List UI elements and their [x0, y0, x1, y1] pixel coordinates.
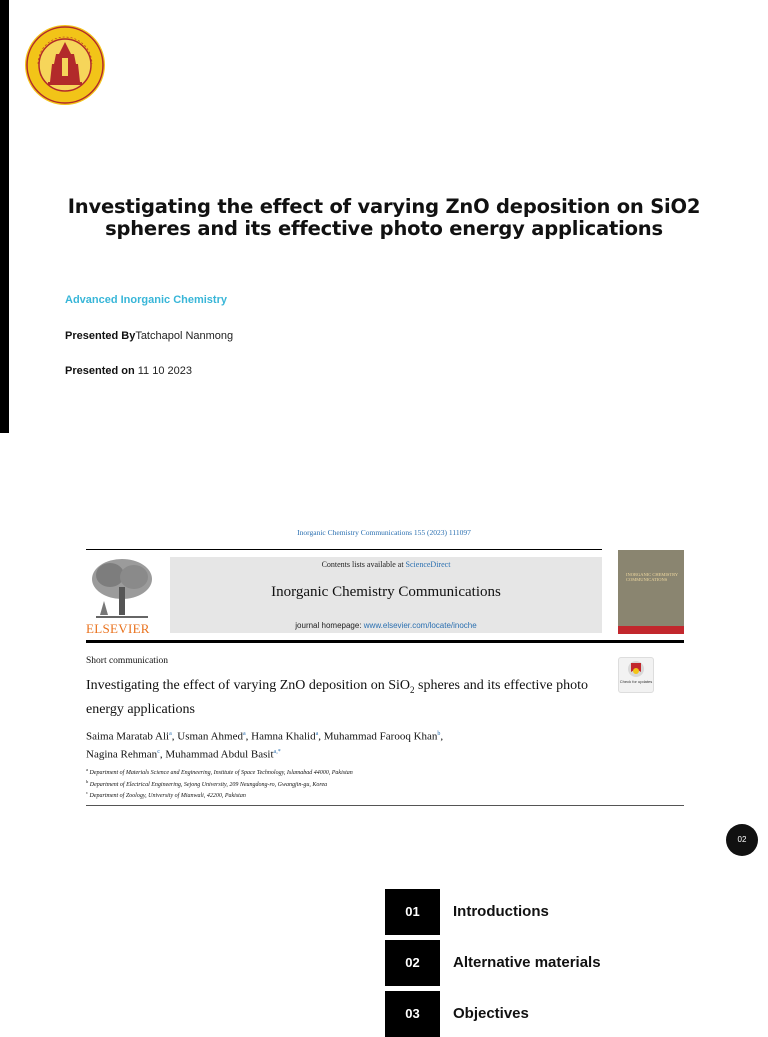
affiliation-text: Department of Materials Science and Engineering, Institute of Space Technology, Islamabad 44000, Pakistan	[89, 770, 353, 776]
agenda-number: 02	[385, 940, 440, 986]
sciencedirect-link[interactable]: ScienceDirect	[405, 560, 451, 569]
publisher-name: ELSEVIER	[86, 621, 150, 636]
contents-prefix: Contents lists available at	[321, 560, 406, 569]
author-affil[interactable]: b	[437, 731, 441, 737]
update-badge-label: Check for updates	[619, 679, 653, 684]
contents-line	[170, 560, 602, 569]
presented-on-label: Presented on	[65, 365, 135, 377]
affiliation-text: Department of Zoology, University of Mianwali, 42200, Pakistan	[89, 793, 246, 799]
title-slide	[0, 0, 768, 433]
journal-header-box	[170, 557, 602, 633]
homepage-prefix: journal homepage:	[295, 621, 364, 630]
journal-name: Inorganic Chemistry Communications	[271, 584, 501, 600]
paper-title	[86, 676, 606, 719]
author-affil[interactable]: a	[169, 731, 172, 737]
affiliation-key: a	[86, 767, 88, 772]
paper-title-part1: Investigating the effect of varying ZnO deposition on SiO	[86, 678, 411, 693]
agenda-label: Introductions	[453, 903, 549, 920]
affiliation-item	[86, 766, 646, 778]
course-name: Advanced Inorganic Chemistry	[65, 294, 227, 306]
check-for-updates-badge[interactable]	[618, 657, 654, 693]
agenda-number: 03	[385, 991, 440, 1037]
homepage-line	[170, 621, 602, 630]
author-name: Muhammad Abdul Basit	[165, 748, 274, 761]
affiliation-key: c	[86, 790, 88, 795]
author-affil[interactable]: c	[157, 748, 160, 755]
left-accent-bar	[0, 0, 9, 433]
journal-cover	[618, 550, 684, 634]
affiliation-item	[86, 778, 646, 790]
paper-title-part2: spheres and its effective photo energy applications	[86, 678, 589, 717]
agenda-label: Alternative materials	[453, 954, 601, 971]
presentation-title: Investigating the effect of varying ZnO deposition on SiO2 spheres and its effective photo energy applications	[67, 195, 701, 240]
affiliation-text: Department of Electrical Engineering, Sejong University, 209 Neungdong-ro, Gwangjin-gu, Korea	[89, 781, 328, 788]
author-name: Saima Maratab Ali	[86, 730, 170, 743]
agenda-number: 01	[385, 889, 440, 935]
paper-title-subscript: 2	[410, 684, 415, 695]
presentation-date: 11 10 2023	[137, 365, 192, 377]
author-name: Usman Ahmed	[177, 730, 243, 743]
presented-by-label: Presented By	[65, 330, 136, 342]
date-line	[65, 365, 192, 377]
author-affil[interactable]: a	[315, 731, 319, 737]
presenter-name: Tatchapol Nanmong	[135, 330, 234, 342]
agenda-label: Objectives	[453, 1005, 529, 1022]
affiliation-item	[86, 789, 646, 801]
author-affil[interactable]: a,*	[273, 748, 281, 755]
journal-reference: Inorganic Chemistry Communications 155 (2023) 111097	[297, 528, 471, 537]
thick-divider	[86, 640, 684, 643]
faculty-of-science-logo	[24, 24, 106, 106]
affiliation-list	[86, 766, 646, 801]
homepage-link[interactable]: www.elsevier.com/locate/inoche	[363, 621, 477, 630]
divider	[86, 805, 684, 806]
divider	[86, 549, 602, 550]
author-name: Muhammad Farooq Khan	[323, 730, 438, 743]
update-icon	[619, 658, 653, 680]
presenter-line	[65, 330, 233, 342]
page-number-badge: 02	[726, 824, 758, 856]
affiliation-key: b	[86, 778, 89, 784]
author-name: Nagina Rehman	[86, 748, 158, 761]
author-name: Hamna Khalid	[251, 730, 316, 743]
author-affil[interactable]: a	[242, 731, 246, 737]
cover-band	[618, 626, 684, 634]
cover-title: INORGANIC CHEMISTRY COMMUNICATIONS	[626, 572, 678, 582]
article-type: Short communication	[86, 656, 169, 666]
author-list: Saima Maratab Ali$^a$, Usman Ahmed$^a$, Hamna Khalid$^a$, Muhammad Farooq Khan$^b$, Nagina Rehman$^c$, Muhammad Abdul Basit$^{a,*}$	[86, 730, 444, 761]
